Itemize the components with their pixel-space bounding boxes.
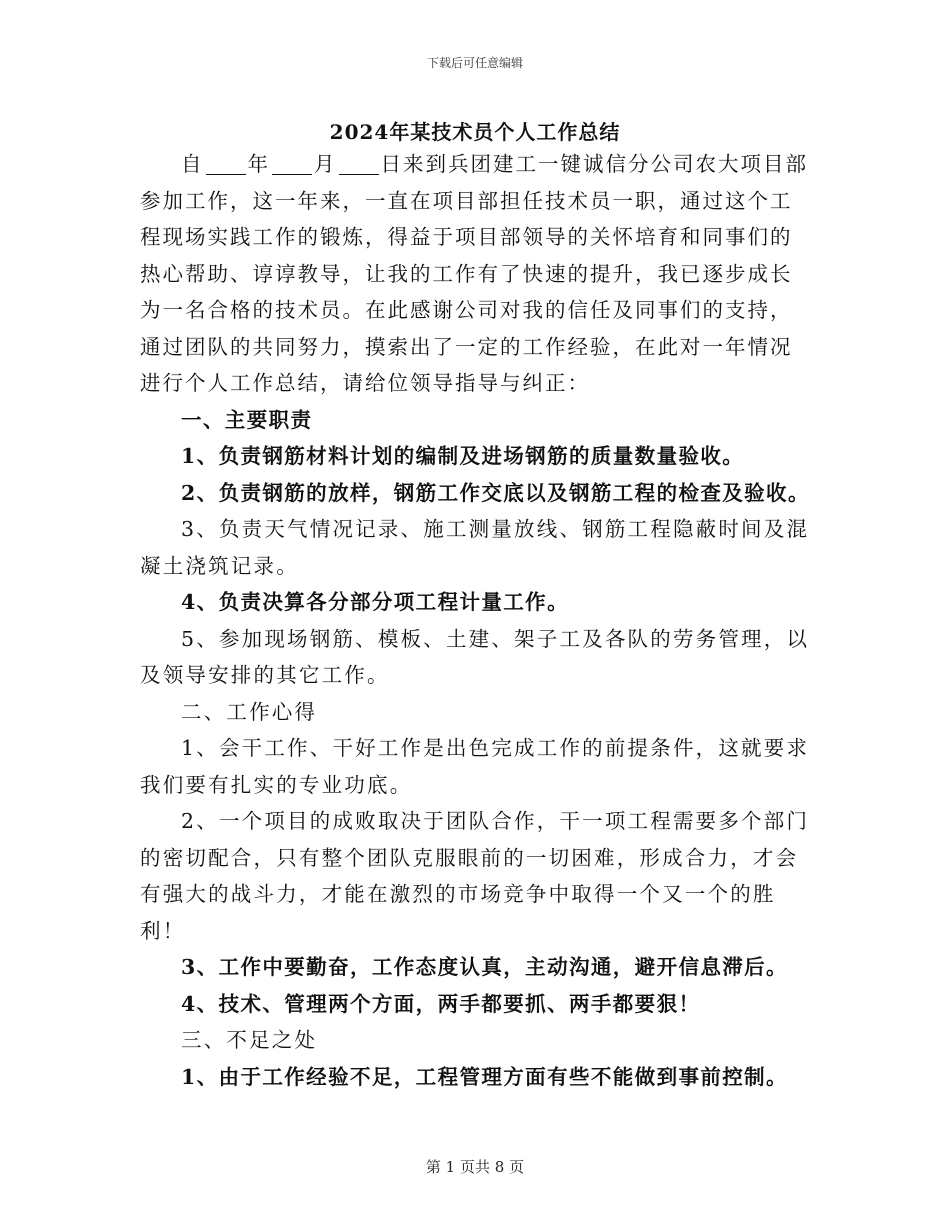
duty-item-1: 1、负责钢筋材料计划的编制及进场钢筋的质量数量验收。: [181, 444, 745, 468]
document-body: [140, 146, 810, 1095]
section-heading-shortcomings: 三、不足之处: [181, 1028, 318, 1052]
duty-item-5: 5、参加现场钢筋、模板、土建、架子工及各队的劳务管理，以及领导安排的其它工作。: [140, 626, 810, 687]
section-heading-duties: 一、主要职责: [181, 407, 313, 432]
intro-part-1: 自: [181, 152, 204, 176]
experience-item-2: 2、一个项目的成败取决于团队合作，干一项工程需要多个部门的密切配合，只有整个团队克服眼前的一切困难，形成合力，才会有强大的战斗力，才能在激烈的市场竞争中取得一个又一个的胜利！: [140, 809, 810, 943]
experience-item-4: 4、技术、管理两个方面，两手都要抓、两手都要狠！: [181, 991, 701, 1016]
intro-part-2: 年: [247, 152, 270, 176]
intro-paragraph: [140, 146, 810, 402]
duty-item-3: 3、负责天气情况记录、施工测量放线、钢筋工程隐蔽时间及混凝土浇筑记录。: [140, 517, 810, 578]
experience-item-1: 1、会干工作、干好工作是出色完成工作的前提条件，这就要求我们要有扎实的专业功底。: [140, 736, 810, 797]
section-heading-experience: 二、工作心得: [181, 699, 318, 724]
document-title: 2024年某技术员个人工作总结: [329, 120, 621, 144]
experience-item-3: 3、工作中要勤奋，工作态度认真，主动沟通，避开信息滞后。: [181, 955, 788, 979]
intro-part-4: 日来到兵团建工一键诚信分公司农大项目部参加工作，这一年来，一直在项目部担任技术员一职，通过这个工程现场实践工作的锻炼，得益于项目部领导的关怀培育和同事们的热心帮助、谆谆教导，让我的工作有了快速的提升，我已逐步成长为一名合格的技术员。在此感谢公司对我的信任及同事们的支持，通过团队的共同努力，摸索出了一定的工作经验，在此对一年情况进行个人工作总结，请给位领导指导与纠正：: [140, 152, 808, 395]
blank-year: [206, 152, 246, 175]
blank-day: [339, 152, 379, 175]
page-footer: 第 1 页共 8 页: [425, 1158, 525, 1176]
duty-item-2: 2、负责钢筋的放样，钢筋工作交底以及钢筋工程的检查及验收。: [181, 480, 810, 505]
intro-part-3: 月: [314, 152, 337, 176]
duty-item-4: 4、负责决算各分部分项工程计量工作。: [181, 590, 569, 614]
page-header: 下载后可任意编辑: [426, 56, 523, 70]
shortcoming-item-1: 1、由于工作经验不足，工程管理方面有些不能做到事前控制。: [181, 1064, 788, 1089]
blank-month: [272, 152, 312, 175]
